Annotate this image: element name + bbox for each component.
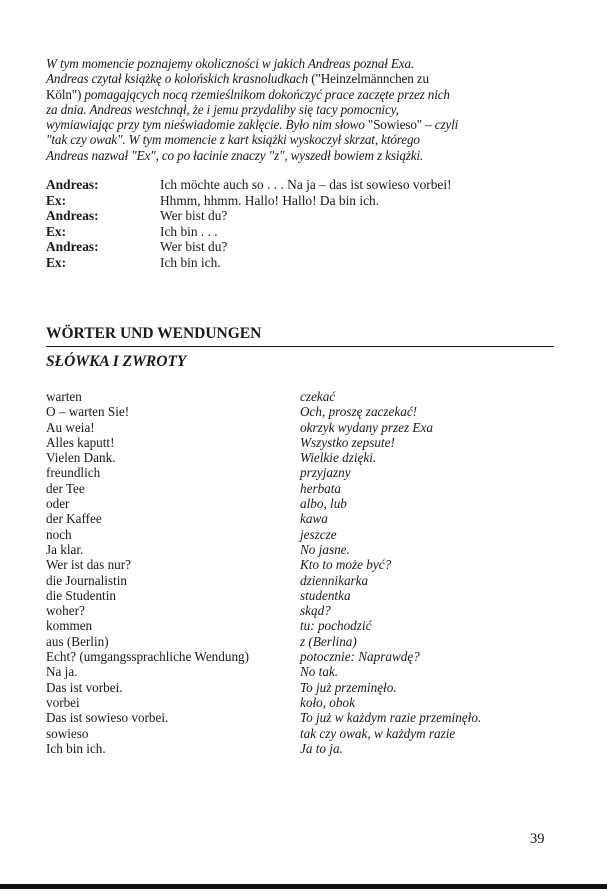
- german-term: Ja klar.: [46, 541, 84, 557]
- vocabulary-list: [46, 389, 566, 756]
- vocab-row: [46, 618, 566, 633]
- vocab-row: [46, 450, 566, 465]
- german-term: die Studentin: [46, 587, 116, 603]
- polish-translation: albo, lub: [300, 496, 347, 512]
- vocab-row: [46, 542, 566, 557]
- intro-line: [46, 102, 546, 117]
- speaker-name: Ex:: [46, 254, 67, 270]
- polish-translation: Kto to może być?: [300, 557, 392, 573]
- polish-translation: herbata: [300, 480, 342, 496]
- intro-line: [46, 148, 546, 163]
- polish-translation: No tak.: [300, 664, 339, 680]
- intro-text-segment: Andreas nazwał "Ex", co po łacinie znaczy "z", wyszedł bowiem z książki.: [46, 147, 424, 163]
- polish-translation: studentka: [300, 587, 351, 603]
- vocab-row: [46, 603, 566, 618]
- intro-text-segment: pomagających nocą rzemieślnikom dokończyć prace zaczęte przez nich: [84, 86, 450, 102]
- german-term: noch: [46, 526, 72, 542]
- german-term: Ich bin ich.: [46, 740, 106, 756]
- intro-line: [46, 132, 546, 147]
- german-term: O – warten Sie!: [46, 404, 130, 420]
- german-term: warten: [46, 389, 82, 404]
- polish-translation: przyjazny: [300, 465, 351, 481]
- vocab-row: [46, 420, 566, 435]
- german-term: Na ja.: [46, 664, 78, 680]
- polish-translation: potocznie: Naprawdę?: [300, 649, 420, 665]
- polish-translation: kawa: [300, 511, 328, 527]
- dialogue-line: [46, 224, 566, 240]
- intro-text-segment: "Sowieso": [367, 117, 423, 133]
- german-term: Das ist vorbei.: [46, 679, 123, 695]
- vocab-row: [46, 496, 566, 511]
- intro-text-segment: wymiawiając przy tym nieświadomie zaklęcie. Było nim słowo: [46, 117, 368, 133]
- speech-text: Hhmm, hhmm. Hallo! Hallo! Da bin ich.: [160, 192, 380, 208]
- intro-text-segment: "tak czy owak". W tym momencie z kart książki wyskoczył skrzat, którego: [46, 132, 420, 148]
- speech-text: Ich bin ich.: [160, 254, 221, 270]
- vocab-row: [46, 710, 566, 725]
- german-term: der Kaffee: [46, 511, 102, 527]
- vocab-row: [46, 649, 566, 664]
- german-term: Alles kaputt!: [46, 434, 115, 450]
- vocab-row: [46, 695, 566, 710]
- dialogue-line: [46, 193, 566, 209]
- vocab-row: [46, 680, 566, 695]
- polish-translation: dziennikarka: [300, 572, 369, 588]
- vocab-row: [46, 726, 566, 741]
- polish-translation: No jasne.: [300, 541, 350, 557]
- intro-line: [46, 117, 546, 132]
- bottom-rule: [0, 884, 607, 889]
- vocab-row: [46, 634, 566, 649]
- polish-translation: czekać: [300, 389, 336, 404]
- polish-translation: jeszcze: [300, 526, 337, 542]
- vocab-row: [46, 465, 566, 480]
- polish-translation: skąd?: [300, 603, 331, 619]
- vocab-row: [46, 664, 566, 679]
- dialogue-line: [46, 255, 566, 271]
- intro-text-segment: ("Heinzelmännchen zu: [311, 71, 429, 87]
- speaker-name: Andreas:: [46, 239, 99, 255]
- dialogue-block: [46, 177, 566, 271]
- polish-translation: Ja to ja.: [300, 740, 343, 756]
- intro-line: [46, 71, 546, 86]
- german-term: oder: [46, 496, 70, 512]
- dialogue-line: [46, 208, 566, 224]
- german-term: woher?: [46, 603, 85, 619]
- german-term: Echt? (umgangssprachliche Wendung): [46, 649, 250, 665]
- polish-translation: Och, proszę zaczekać!: [300, 404, 418, 420]
- polish-translation: okrzyk wydany przez Exa: [300, 419, 433, 435]
- german-term: sowieso: [46, 725, 89, 741]
- speech-text: Wer bist du?: [160, 239, 228, 255]
- german-term: aus (Berlin): [46, 633, 109, 649]
- german-term: kommen: [46, 618, 93, 634]
- section-heading: WÖRTER UND WENDUNGEN: [46, 325, 554, 347]
- polish-translation: koło, obok: [300, 694, 355, 710]
- intro-text-segment: Andreas czytał książkę o kolońskich krasnoludkach: [46, 71, 312, 87]
- intro-text-segment: – czyli: [422, 117, 459, 133]
- dialogue-line: [46, 239, 566, 255]
- intro-line: [46, 56, 546, 71]
- polish-translation: Wszystko zepsute!: [300, 434, 395, 450]
- polish-translation: z (Berlina): [300, 633, 357, 649]
- german-term: die Journalistin: [46, 572, 127, 588]
- german-term: Au weia!: [46, 419, 95, 435]
- section-subheading: SŁÓWKA I ZWROTY: [46, 353, 187, 370]
- german-term: freundlich: [46, 465, 101, 481]
- vocab-row: [46, 741, 566, 756]
- vocab-row: [46, 573, 566, 588]
- intro-paragraph: [46, 56, 546, 163]
- speaker-name: Andreas:: [46, 177, 99, 192]
- speaker-name: Andreas:: [46, 208, 99, 224]
- intro-line: [46, 87, 546, 102]
- german-term: der Tee: [46, 480, 85, 496]
- intro-text-segment: W tym momencie poznajemy okoliczności w jakich Andreas poznał Exa.: [46, 56, 415, 71]
- vocab-row: [46, 435, 566, 450]
- dialogue-line: [46, 177, 566, 193]
- page-number: 39: [530, 831, 545, 847]
- speech-text: Wer bist du?: [160, 208, 228, 224]
- vocab-row: [46, 511, 566, 526]
- vocab-row: [46, 404, 566, 419]
- vocab-row: [46, 389, 566, 404]
- german-term: vorbei: [46, 694, 80, 710]
- speaker-name: Ex:: [46, 223, 67, 239]
- speaker-name: Ex:: [46, 192, 67, 208]
- polish-translation: tu: pochodzić: [300, 618, 372, 634]
- polish-translation: To już przeminęło.: [300, 679, 397, 695]
- speech-text: Ich bin . . .: [160, 223, 218, 239]
- polish-translation: To już w każdym razie przeminęło.: [300, 710, 482, 726]
- speech-text: Ich möchte auch so . . . Na ja – das ist sowieso vorbei!: [160, 177, 452, 192]
- intro-text-segment: za dnia. Andreas westchnął, że i jemu przydaliby się tacy pomocnicy,: [46, 101, 399, 117]
- polish-translation: tak czy owak, w każdym razie: [300, 725, 456, 741]
- german-term: Vielen Dank.: [46, 450, 116, 466]
- german-term: Wer ist das nur?: [46, 557, 131, 573]
- vocab-row: [46, 588, 566, 603]
- polish-translation: Wielkie dzięki.: [300, 450, 377, 466]
- intro-text-segment: Köln"): [46, 86, 85, 102]
- german-term: Das ist sowieso vorbei.: [46, 710, 169, 726]
- vocab-row: [46, 557, 566, 572]
- vocab-row: [46, 481, 566, 496]
- vocab-row: [46, 527, 566, 542]
